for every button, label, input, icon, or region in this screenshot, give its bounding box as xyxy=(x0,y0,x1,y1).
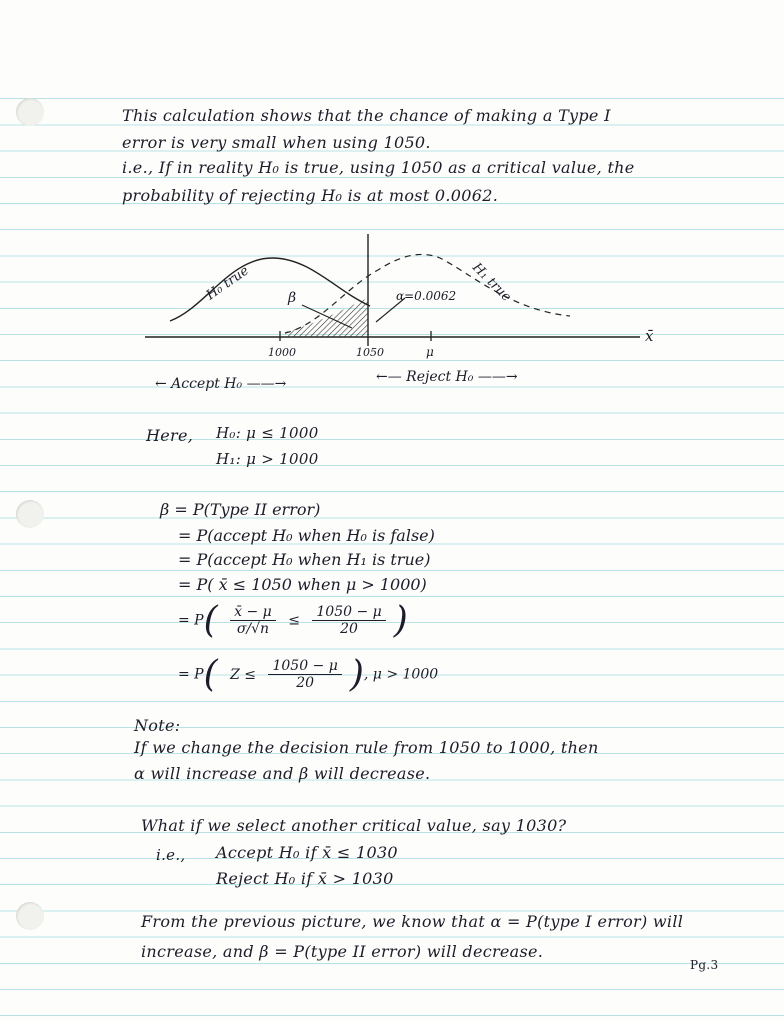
eq5-num-right: 1050 − μ xyxy=(312,604,385,621)
eq5-fraction-right xyxy=(312,604,385,637)
xbar-axis-label: x̄ xyxy=(645,327,654,345)
binder-hole xyxy=(16,500,44,528)
beta-eq-line-6: = P( Z ≤ $\frac{1050 - \mu}{20}$ ), μ > 1000 xyxy=(178,654,439,695)
binder-hole xyxy=(16,902,44,930)
whatif-ie: i.e., xyxy=(156,846,186,864)
eq6-fraction xyxy=(268,658,341,691)
note-line-1: If we change the decision rule from 1050 to 1000, then xyxy=(134,738,599,757)
h1-curve-label: H₁ true xyxy=(469,260,514,305)
reject-region-label: ←— Reject H₀ ——→ xyxy=(376,369,518,385)
eq5-den-left: σ/√n xyxy=(236,621,270,637)
h0-curve-label: H₀ true xyxy=(203,263,252,304)
hypothesis-test-figure xyxy=(0,228,784,408)
tick-label-mu: μ xyxy=(426,345,434,359)
eq6-suffix: , μ > 1000 xyxy=(363,666,439,683)
null-hypothesis: H₀: μ ≤ 1000 xyxy=(216,424,319,442)
eq6-num: 1050 − μ xyxy=(268,658,341,675)
whatif-reject-rule: Reject H₀ if x̄ > 1030 xyxy=(216,869,394,888)
tick-label-1050: 1050 xyxy=(356,346,384,359)
eq5-prefix: = P xyxy=(178,612,204,629)
beta-label: β xyxy=(288,290,297,306)
accept-region-label: ← Accept H₀ ——→ xyxy=(155,376,287,392)
beta-shaded-region xyxy=(285,298,368,337)
binder-hole xyxy=(16,98,44,126)
hypotheses-here: Here, xyxy=(146,426,194,445)
intro-line-2: error is very small when using 1050. xyxy=(122,133,431,152)
beta-eq-line-5: = P( $\frac{x̄ - \mu}{\sigma/√n}$ ≤ $\frac{1050 - \mu}{20}$ ) xyxy=(178,600,408,641)
eq6-den: 20 xyxy=(296,675,315,691)
note-line-2: α will increase and β will decrease. xyxy=(134,764,431,783)
intro-line-4: probability of rejecting H₀ is at most 0.0062. xyxy=(122,186,499,205)
beta-eq-line-1: β = P(Type II error) xyxy=(160,500,321,519)
beta-eq-line-4: = P( x̄ ≤ 1050 when μ > 1000) xyxy=(178,575,427,594)
whatif-accept-rule: Accept H₀ if x̄ ≤ 1030 xyxy=(216,843,398,862)
alpha-label: α=0.0062 xyxy=(396,289,457,303)
beta-eq-line-2: = P(accept H₀ when H₀ is false) xyxy=(178,526,435,545)
intro-line-3: i.e., If in reality H₀ is true, using 1050 as a critical value, the xyxy=(122,158,635,177)
conclusion-line-1: From the previous picture, we know that α = P(type I error) will xyxy=(141,912,684,931)
page-header-margin xyxy=(0,0,784,74)
intro-line-1: This calculation shows that the chance of making a Type I xyxy=(122,106,611,125)
eq5-num-left: x̄ − μ xyxy=(230,604,276,621)
alternative-hypothesis: H₁: μ > 1000 xyxy=(216,450,319,468)
tick-label-1000: 1000 xyxy=(268,346,296,359)
eq6-z: Z ≤ xyxy=(230,666,257,683)
note-title: Note: xyxy=(134,716,181,735)
eq5-den-right: 20 xyxy=(340,621,358,637)
whatif-line-1: What if we select another critical value, say 1030? xyxy=(141,816,567,835)
beta-eq-line-3: = P(accept H₀ when H₁ is true) xyxy=(178,550,431,569)
eq6-prefix: = P xyxy=(178,666,204,683)
eq5-leq: ≤ xyxy=(288,612,300,629)
conclusion-line-2: increase, and β = P(type II error) will decrease. xyxy=(141,942,544,961)
eq5-fraction-left xyxy=(230,604,276,637)
page-number: Pg.3 xyxy=(690,958,719,972)
